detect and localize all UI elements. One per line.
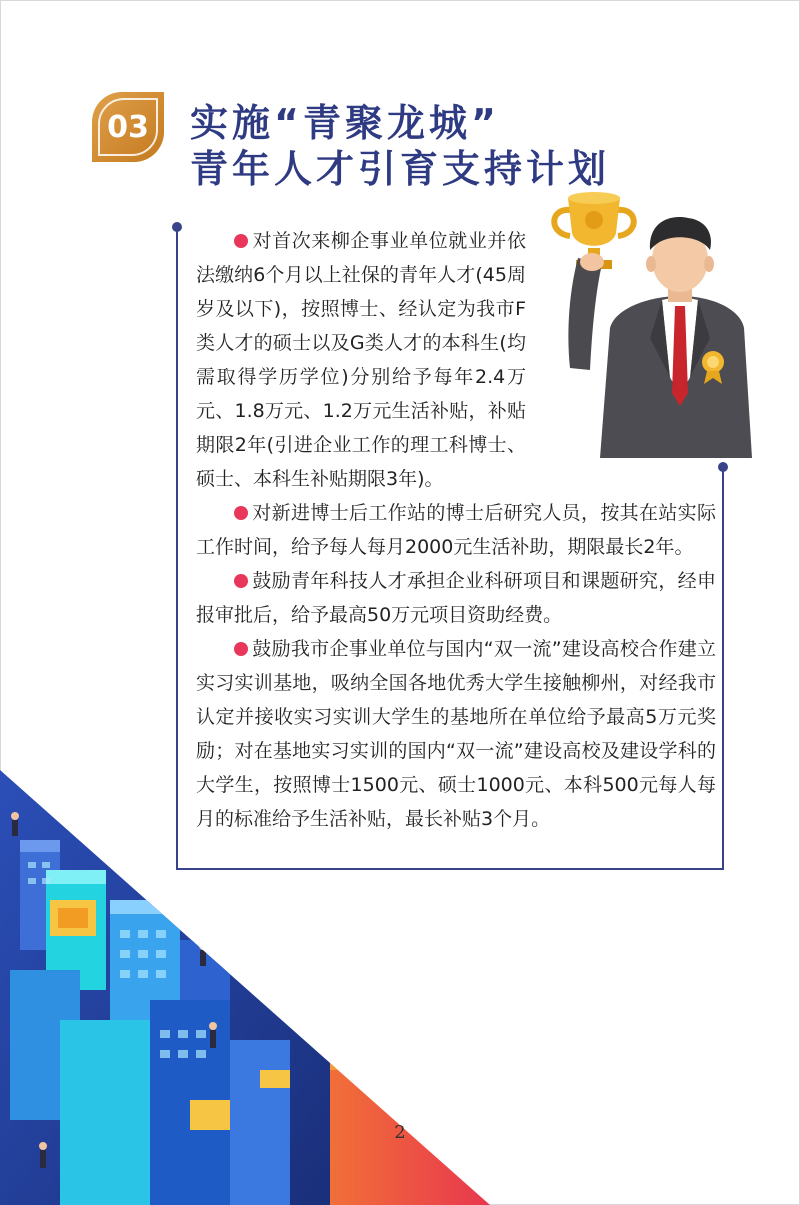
title-line-2: 青年人才引育支持计划 — [190, 147, 611, 191]
bullet-icon — [234, 642, 248, 656]
page-number: 2 — [394, 1122, 406, 1143]
bullet-icon — [234, 234, 248, 248]
isometric-city-illustration — [0, 770, 500, 1205]
bullet-icon — [234, 574, 248, 588]
paragraph-text: 对新进博士后工作站的博士后研究人员，按其在站实际工作时间，给予每人每月2000元生活补助，期限最长2年。 — [196, 502, 716, 558]
frame-right-line — [722, 468, 724, 870]
paragraph-2 — [196, 496, 716, 564]
bullet-icon — [234, 506, 248, 520]
frame-right-dot — [718, 462, 728, 472]
paragraph-1 — [196, 224, 526, 496]
paragraph-text: 鼓励我市企事业单位与国内“双一流”建设高校合作建立实习实训基地，吸纳全国各地优秀大学生接触柳州，对经我市认定并接收实习实训大学生的基地所在单位给予最高5万元奖励；对在基地实习实训的国内“双一流”建设高校及建设学科的大学生，按照博士1500元、硕士1000元、本科500元每人每月的标准给予生活补贴，最长补贴3个月。 — [196, 638, 716, 830]
section-number: 03 — [98, 98, 158, 156]
paragraph-text: 对首次来柳企事业单位就业并依法缴纳6个月以上社保的青年人才(45周岁及以下)，按照博士、经认定为我市F类人才的硕士以及G类人才的本科生(均需取得学历学位)分别给予每年2.4万元、1.8万元、1.2万元生活补贴，补贴期限2年(引进企业工作的理工科博士、硕士、本科生补贴期限3年)。 — [196, 230, 526, 490]
frame-top-dot — [172, 222, 182, 232]
content-body — [196, 224, 716, 836]
paragraph-text: 鼓励青年科技人才承担企业科研项目和课题研究，经申报审批后，给予最高50万元项目资助经费。 — [196, 570, 716, 626]
paragraph-3 — [196, 564, 716, 632]
title-line-1: 实施“青聚龙城” — [190, 101, 500, 145]
section-badge — [92, 92, 164, 162]
